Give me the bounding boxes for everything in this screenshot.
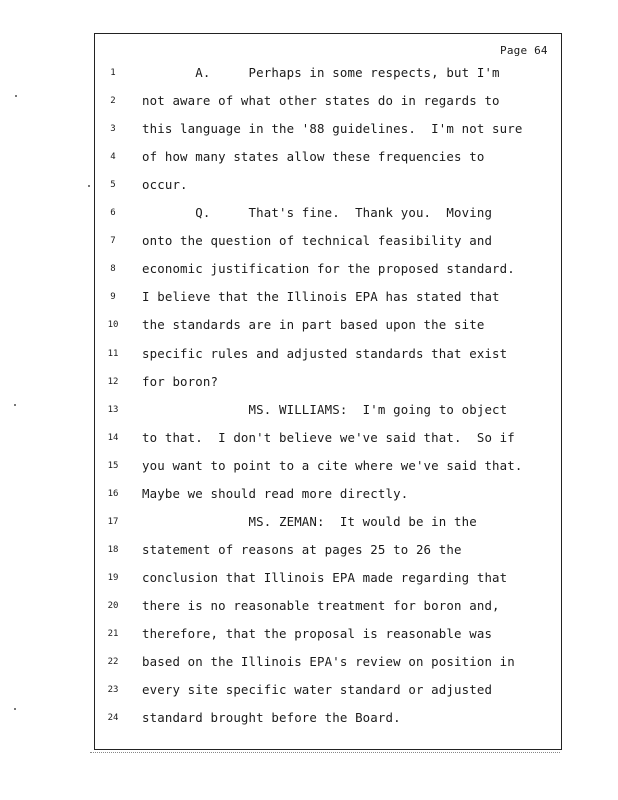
transcript-line [0, 570, 618, 590]
line-number: 17 [107, 516, 119, 527]
transcript-line [0, 65, 618, 85]
page-number: Page 64 [500, 44, 548, 57]
line-text: specific rules and adjusted standards that exist [142, 345, 508, 361]
line-text: I believe that the Illinois EPA has stated that [142, 289, 500, 305]
line-number: 9 [110, 292, 116, 303]
transcript-line [0, 121, 618, 141]
line-text: statement of reasons at pages 25 to 26 the [142, 541, 462, 557]
transcript-line [0, 486, 618, 506]
transcript-line [0, 289, 618, 309]
line-text: MS. ZEMAN: It would be in the [142, 513, 477, 529]
line-number: 7 [110, 236, 116, 247]
bottom-rule [90, 752, 560, 754]
line-number: 19 [107, 572, 119, 583]
line-number: 20 [107, 600, 119, 611]
line-number: 12 [107, 376, 119, 387]
transcript-line [0, 93, 618, 113]
transcript-line [0, 402, 618, 422]
line-text: this language in the '88 guidelines. I'm not sure [142, 121, 523, 137]
line-text: Maybe we should read more directly. [142, 485, 409, 501]
scan-speck [88, 185, 90, 187]
line-number: 21 [107, 629, 119, 639]
transcript-line [0, 346, 618, 366]
transcript-line [0, 177, 618, 197]
line-text: every site specific water standard or adjusted [142, 682, 493, 698]
transcript-line [0, 317, 618, 337]
line-text: based on the Illinois EPA's review on position in [142, 654, 515, 670]
line-text: to that. I don't believe we've said that. So if [142, 429, 515, 445]
line-number: 10 [107, 320, 119, 331]
line-number: 8 [110, 264, 116, 275]
line-number: 22 [107, 657, 119, 668]
line-number: 23 [107, 685, 119, 696]
line-number: 2 [110, 96, 116, 107]
scan-speck [15, 95, 17, 97]
line-number: 14 [107, 432, 119, 443]
line-text: therefore, that the proposal is reasonable was [142, 626, 493, 641]
transcript-line [0, 514, 618, 534]
line-text: onto the question of technical feasibility and [142, 233, 493, 249]
line-number: 6 [110, 208, 116, 219]
line-number: 24 [107, 713, 119, 724]
line-text: for boron? [142, 373, 219, 389]
line-text: MS. WILLIAMS: I'm going to object [142, 401, 508, 417]
line-number: 16 [107, 488, 119, 499]
line-number: 18 [107, 544, 119, 555]
line-number: 3 [110, 124, 116, 135]
transcript-line [0, 205, 618, 225]
transcript-line [0, 458, 618, 478]
transcript-line [0, 682, 618, 702]
transcript-line [0, 149, 618, 169]
line-text: occur. [142, 177, 188, 193]
line-text: you want to point to a cite where we've said that. [142, 457, 523, 473]
line-number: 13 [107, 404, 119, 415]
line-text: A. Perhaps in some respects, but I'm [142, 65, 500, 80]
line-text: Q. That's fine. Thank you. Moving [142, 205, 493, 221]
line-text: conclusion that Illinois EPA made regarding that [142, 569, 508, 585]
transcript-line [0, 374, 618, 394]
line-text: there is no reasonable treatment for boron and, [142, 597, 500, 613]
transcript-line [0, 710, 618, 730]
transcript-line [0, 261, 618, 281]
line-number: 4 [110, 152, 116, 163]
line-number: 15 [107, 460, 119, 471]
line-text: economic justification for the proposed standard. [142, 261, 515, 277]
transcript-line [0, 430, 618, 450]
transcript-line [0, 626, 618, 646]
scan-speck [14, 708, 16, 710]
transcript-line [0, 233, 618, 253]
scan-speck [14, 404, 16, 406]
line-number: 11 [107, 348, 119, 359]
transcript-line [0, 654, 618, 674]
line-text: not aware of what other states do in regards to [142, 93, 500, 109]
line-number: 1 [110, 68, 116, 78]
line-number: 5 [110, 180, 116, 191]
line-text: the standards are in part based upon the site [142, 317, 485, 333]
transcript-line [0, 542, 618, 562]
transcript-line [0, 598, 618, 618]
line-text: of how many states allow these frequencies to [142, 149, 485, 165]
line-text: standard brought before the Board. [142, 710, 401, 726]
